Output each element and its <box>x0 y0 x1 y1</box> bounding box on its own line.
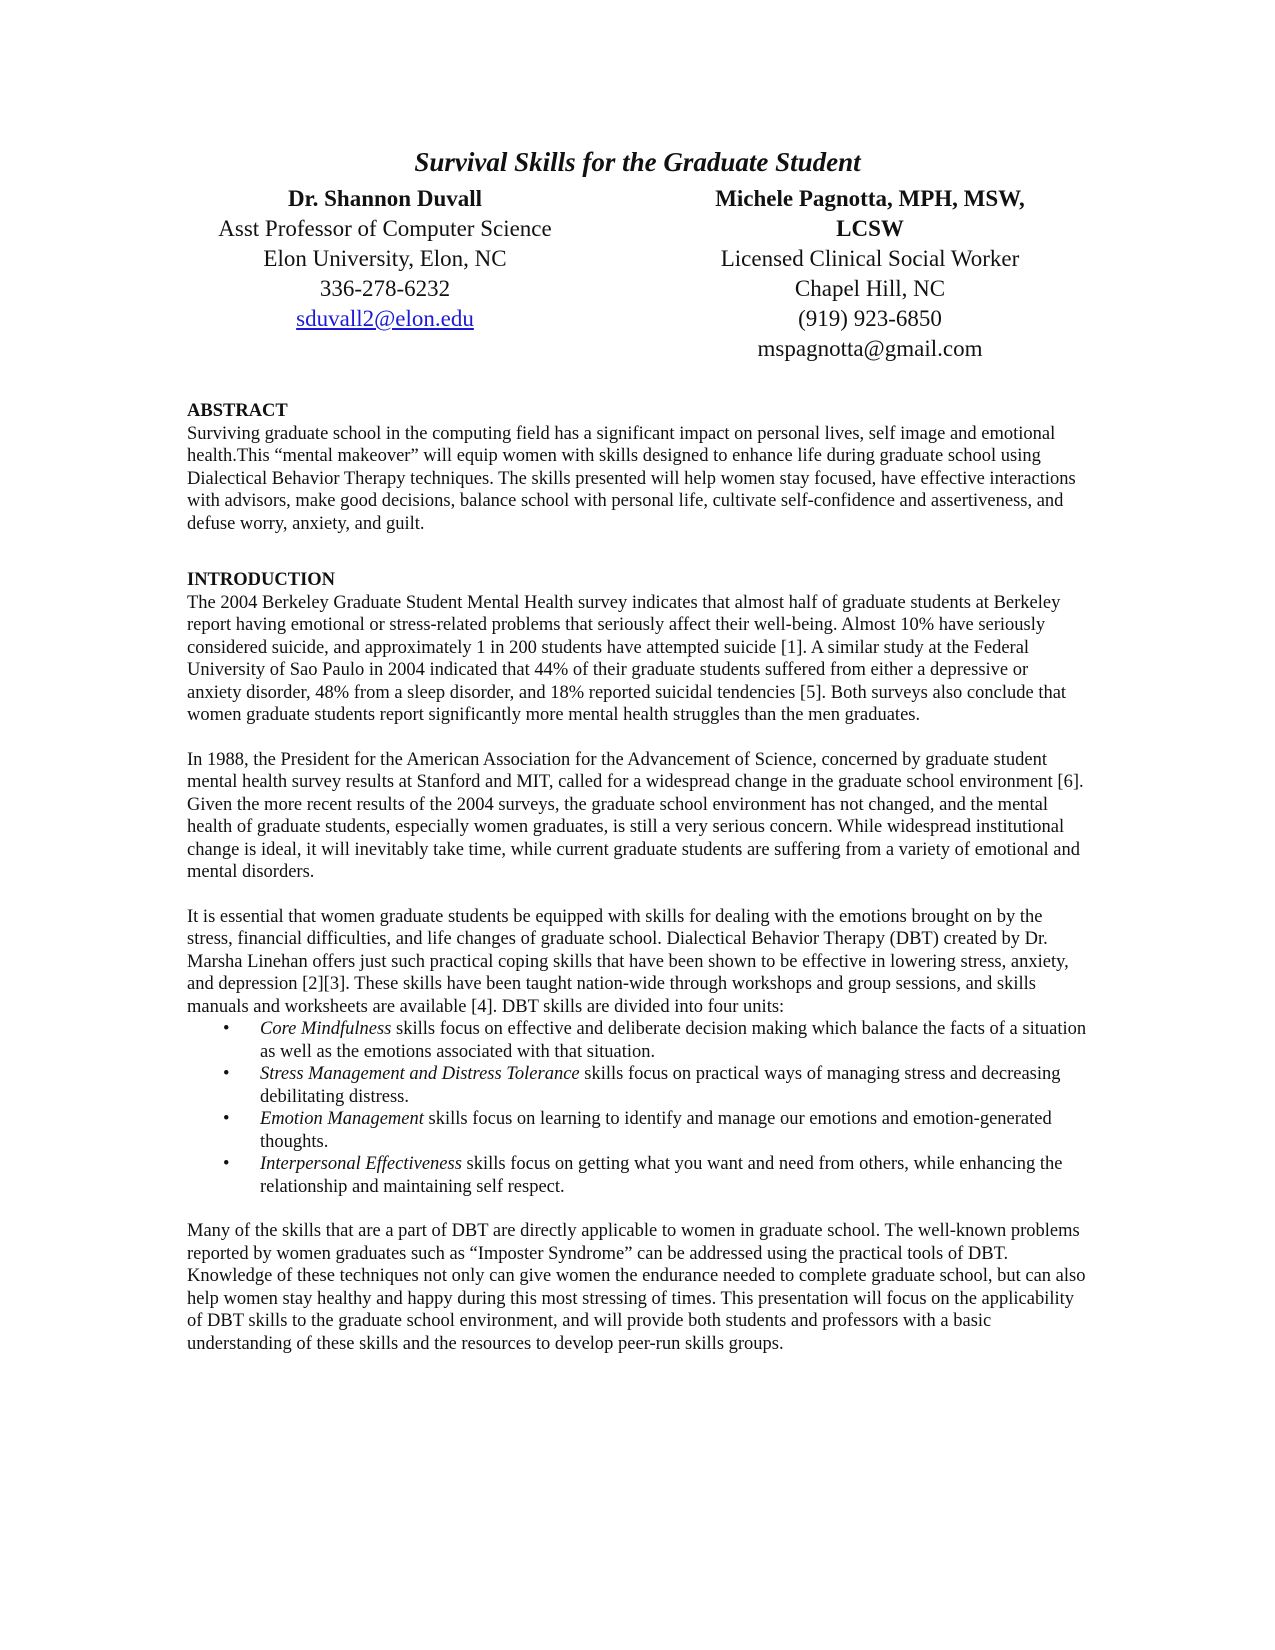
author-block-left <box>190 184 580 334</box>
intro-paragraph-2: In 1988, the President for the American Association for the Advancement of Science, concerned by graduate student mental health survey results at Stanford and MIT, called for a widespread change in the graduate school environment [6]. Given the more recent results of the 2004 surveys, the graduate school environment has not changed, and the mental health of graduate students, especially women graduates, is still a very serious concern. While widespread institutional change is ideal, it will inevitably take time, while current graduate students are suffering from a variety of emotional and mental disorders. <box>187 749 1084 882</box>
introduction-heading: INTRODUCTION <box>187 570 336 590</box>
intro-paragraph-4: Many of the skills that are a part of DBT are directly applicable to women in graduate school. The well-known problems reported by women graduates such as “Imposter Syndrome” can be addressed using the practical tools of DBT. Knowledge of these techniques not only can give women the endurance needed to complete graduate school, but can also help women stay healthy and happy during this most stressing of times. This presentation will focus on the applicability of DBT skills to the graduate school environment, and will provide both students and professors with a basic understanding of these skills and the resources to develop peer-run skills groups. <box>187 1221 1086 1354</box>
list-item <box>187 1018 1087 1063</box>
paper-title: Survival Skills for the Graduate Student <box>414 147 861 177</box>
list-item <box>187 1108 1087 1153</box>
unit-description: skills focus on effective and deliberate decision making which balance the facts of a situation as well as the emotions associated with that situation. <box>260 1019 1087 1062</box>
author-block-right <box>680 184 1060 364</box>
intro-paragraph-1: The 2004 Berkeley Graduate Student Mental Health survey indicates that almost half of graduate students at Berkeley report having emotional or stress-related problems that seriously affect their well-being. Almost 10% have seriously considered suicide, and approximately 1 in 200 students have attempted suicide [1]. A similar study at the Federal University of Sao Paulo in 2004 indicated that 44% of their graduate students suffered from either a depressive or anxiety disorder, 48% from a sleep disorder, and 18% reported suicidal tendencies [5]. Both surveys also conclude that women graduate students report significantly more mental health struggles than the men graduates. <box>187 592 1067 725</box>
author-title: Licensed Clinical Social Worker <box>720 246 1020 271</box>
bullet-icon: • <box>223 1064 230 1084</box>
unit-term: Core Mindfulness <box>260 1019 392 1039</box>
bullet-icon: • <box>223 1109 230 1129</box>
unit-term: Interpersonal Effectiveness <box>260 1154 462 1174</box>
abstract-heading: ABSTRACT <box>187 401 288 421</box>
list-item <box>187 1063 1087 1108</box>
unit-description: skills focus on learning to identify and manage our emotions and emotion-generated thoughts. <box>260 1109 1052 1152</box>
unit-term: Stress Management and Distress Tolerance <box>260 1064 580 1084</box>
author-name-line2: LCSW <box>836 216 904 241</box>
author-name: Dr. Shannon Duvall <box>287 186 483 211</box>
author-email-link[interactable]: sduvall2@elon.edu <box>296 306 474 331</box>
author-phone: (919) 923-6850 <box>798 306 942 331</box>
unit-description: skills focus on practical ways of managing stress and decreasing debilitating distress. <box>260 1064 1061 1107</box>
dbt-units-list <box>187 1018 1087 1198</box>
author-name-line1: Michele Pagnotta, MPH, MSW, <box>715 186 1025 211</box>
author-title: Asst Professor of Computer Science <box>218 216 552 241</box>
bullet-icon: • <box>223 1154 230 1174</box>
list-item <box>187 1153 1087 1198</box>
abstract-text: Surviving graduate school in the computing field has a significant impact on personal lives, self image and emotional health.This “mental makeover” will equip women with skills designed to enhance life during graduate school using Dialectical Behavior Therapy techniques. The skills presented will help women stay focused, have effective interactions with advisors, make good decisions, balance school with personal life, cultivate self-confidence and assertiveness, and defuse worry, anxiety, and guilt. <box>187 423 1076 534</box>
bullet-icon: • <box>223 1019 230 1039</box>
author-phone: 336-278-6232 <box>319 276 451 301</box>
unit-term: Emotion Management <box>260 1109 424 1129</box>
unit-description: skills focus on getting what you want and need from others, while enhancing the relationship and maintaining self respect. <box>260 1154 1063 1197</box>
author-location: Chapel Hill, NC <box>794 276 946 301</box>
author-email: mspagnotta@gmail.com <box>757 336 983 361</box>
author-affiliation: Elon University, Elon, NC <box>263 246 507 271</box>
intro-paragraph-3: It is essential that women graduate students be equipped with skills for dealing with the emotions brought on by the stress, financial difficulties, and life changes of graduate school. Dialectical Behavior Therapy (DBT) created by Dr. Marsha Linehan offers just such practical coping skills that have been shown to be effective in lowering stress, anxiety, and depression [2][3]. These skills have been taught nation-wide through workshops and group sessions, and skills manuals and worksheets are available [4]. DBT skills are divided into four units: <box>187 906 1069 1017</box>
paper-body <box>187 400 1087 1355</box>
